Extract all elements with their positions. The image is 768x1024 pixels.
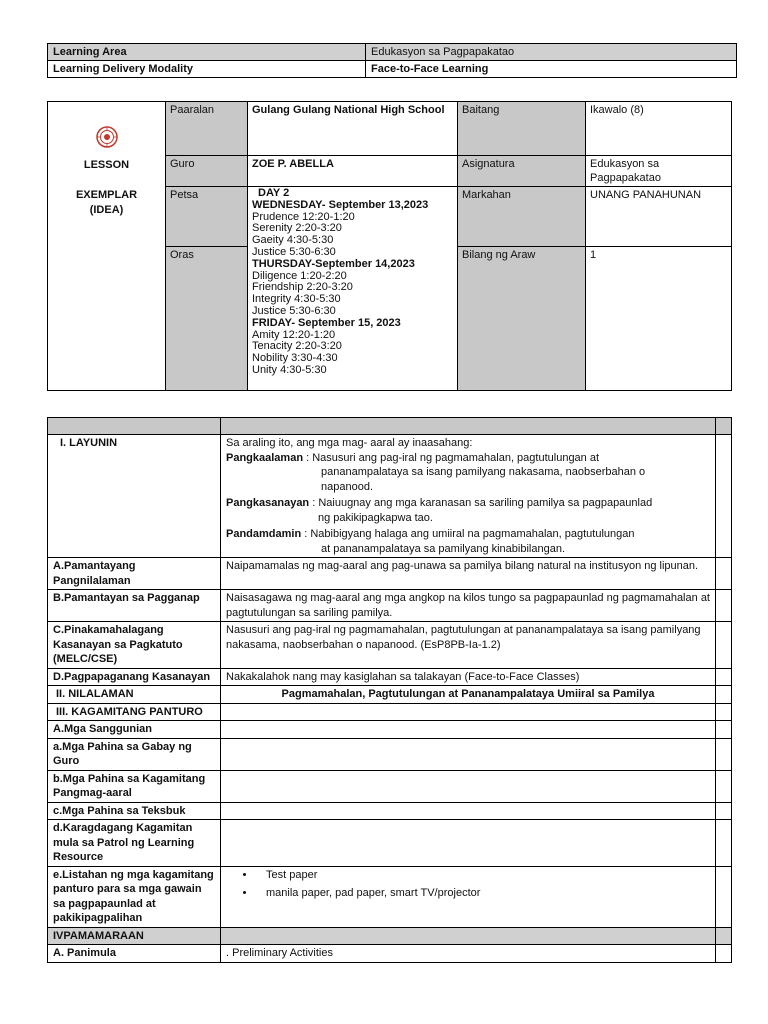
- sanggunian-label: A.Mga Sanggunian: [48, 721, 221, 739]
- schedule-thursday: THURSDAY-September 14,2023: [252, 257, 415, 270]
- pangkaalaman-line1: : Nasusuri ang pag-iral ng pagmamahalan, pagtutulungan at: [303, 451, 600, 464]
- schedule-wednesday: WEDNESDAY- September 13,2023: [252, 198, 429, 211]
- baitang-label: Baitang: [458, 102, 586, 156]
- schedule-cell: [248, 187, 458, 391]
- pagpapaganang-row: [48, 668, 732, 686]
- melc-row: [48, 622, 732, 669]
- pangkasanayan-line1: : Naiuugnay ang mga karanasan sa sariling pamilya sa pagpapaunlad: [309, 497, 653, 509]
- schedule-item: Prudence 12:20-1:20: [252, 210, 355, 223]
- pangkasanayan-line2: ng pakikipagkapwa tao.: [318, 511, 433, 524]
- panimula-value: . Preliminary Activities: [221, 945, 716, 963]
- panimula-row: [48, 945, 732, 963]
- delivery-modality-row: [48, 61, 737, 78]
- paaralan-value: Gulang Gulang National High School: [248, 102, 458, 156]
- karagdagang-label: d.Karagdagang Kagamitan mula sa Patrol ng Learning Resource: [48, 820, 221, 867]
- listahan-row: [48, 866, 732, 927]
- schedule-item: Gaeity 4:30-5:30: [252, 234, 334, 247]
- listahan-label: e.Listahan ng mga kagamitang panturo para sa mga gawain sa pagpapaunlad at pakikipagpalihan: [48, 866, 221, 927]
- schedule-item: Tenacity 2:20-3:20: [252, 340, 342, 353]
- delivery-modality-label: Learning Delivery Modality: [48, 61, 366, 78]
- school-seal-icon: [96, 126, 118, 148]
- nilalaman-label: II. NILALAMAN: [48, 686, 221, 704]
- sanggunian-row: [48, 721, 732, 739]
- list-item: • Test paper: [256, 868, 710, 883]
- markahan-value: UNANG PANAHUNAN: [586, 187, 732, 247]
- pangmag-aaral-label: b.Mga Pahina sa Kagamitang Pangmag-aaral: [48, 770, 221, 802]
- schedule-day: DAY 2: [258, 187, 290, 199]
- header-table: [47, 43, 737, 78]
- schedule-item: Amity 12:20-1:20: [252, 328, 336, 341]
- schedule-item: Justice 5:30-6:30: [252, 245, 336, 258]
- pangmag-aaral-row: [48, 770, 732, 802]
- listahan-content: [221, 866, 716, 927]
- pamantayang-label: A.Pamantayang Pangnilalaman: [48, 558, 221, 590]
- panimula-label: A. Panimula: [48, 945, 221, 963]
- learning-area-label: Learning Area: [48, 44, 366, 61]
- pagpapaganang-label: D.Pagpapaganang Kasanayan: [48, 668, 221, 686]
- pamantayang-row: [48, 558, 732, 590]
- layunin-row: [48, 435, 732, 558]
- pamamaraan-label: IVPAMAMARAAN: [48, 927, 221, 945]
- pangkaalaman-line2: pananampalataya sa isang pamilyang nakasama, naobserbahan o: [321, 466, 646, 478]
- bilang-value: 1: [586, 247, 732, 391]
- gabay-guro-label: a.Mga Pahina sa Gabay ng Guro: [48, 738, 221, 770]
- schedule-item: Integrity 4:30-5:30: [252, 293, 341, 306]
- lesson-exemplar-cell: [48, 102, 166, 391]
- lesson-label: LESSON: [83, 159, 130, 171]
- table-header-row: [48, 418, 732, 435]
- pangkasanayan-label: Pangkasanayan: [226, 497, 310, 509]
- pandamdamin-line1: : Nabibigyang halaga ang umiiral na pagmamahalan, pagtutulungan: [301, 528, 635, 540]
- melc-value: Nasusuri ang pag-iral ng pagmamahalan, pagtutulungan at pananampalataya sa isang pamilyang nakasama, naobserbahan o napanood. (EsP8PB-Ia-1.2): [221, 622, 716, 669]
- learning-area-value: Edukasyon sa Pagpapakatao: [366, 44, 737, 61]
- pagpapaganang-value: Nakakalahok nang may kasiglahan sa talakayan (Face-to-Face Classes): [221, 668, 716, 686]
- pagganap-row: [48, 590, 732, 622]
- pamantayang-value: Naipamamalas ng mag-aaral ang pag-unawa sa pamilya bilang natural na institusyon ng lipunan.: [221, 558, 716, 590]
- schedule-item: Unity 4:30-5:30: [252, 363, 327, 376]
- nilalaman-row: [48, 686, 732, 704]
- pangkaalaman-label: Pangkaalaman: [226, 451, 304, 464]
- guro-label: Guro: [166, 156, 248, 187]
- schedule-item: Justice 5:30-6:30: [252, 304, 336, 317]
- teksbuk-label: c.Mga Pahina sa Teksbuk: [48, 802, 221, 820]
- pandamdamin-line2: at pananampalataya sa pamilyang kinabibilangan.: [321, 542, 566, 555]
- markahan-label: Markahan: [458, 187, 586, 247]
- idea-label: (IDEA): [89, 204, 124, 216]
- asignatura-value: Edukasyon sa Pagpapakatao: [586, 156, 732, 187]
- melc-label: C.Pinakamahalagang Kasanayan sa Pagkatuto (MELC/CSE): [48, 622, 221, 669]
- asignatura-label: Asignatura: [458, 156, 586, 187]
- layunin-intro: Sa araling ito, ang mga mag- aaral ay inaasahang:: [226, 437, 473, 449]
- kagamitang-row: [48, 703, 732, 721]
- schedule-item: Diligence 1:20-2:20: [252, 269, 347, 282]
- learning-area-row: [48, 44, 737, 61]
- schedule-item: Serenity 2:20-3:20: [252, 222, 342, 235]
- nilalaman-value: Pagmamahalan, Pagtutulungan at Pananampalataya Umiiral sa Pamilya: [221, 686, 716, 704]
- list-item: • manila paper, pad paper, smart TV/projector: [256, 886, 710, 901]
- bilang-label: Bilang ng Araw: [458, 247, 586, 391]
- pamamaraan-row: [48, 927, 732, 945]
- pangkaalaman-line3: napanood.: [321, 480, 373, 493]
- paaralan-label: Paaralan: [166, 102, 248, 156]
- lesson-info-table: [47, 101, 732, 391]
- guro-value: ZOE P. ABELLA: [248, 156, 458, 187]
- pagganap-label: B.Pamantayan sa Pagganap: [48, 590, 221, 622]
- layunin-content: [221, 435, 716, 558]
- baitang-value: Ikawalo (8): [586, 102, 732, 156]
- delivery-modality-value: Face-to-Face Learning: [366, 61, 737, 78]
- pandamdamin-label: Pandamdamin: [226, 528, 302, 540]
- kagamitang-label: III. KAGAMITANG PANTURO: [48, 703, 221, 721]
- schedule-item: Friendship 2:20-3:20: [252, 281, 353, 294]
- lesson-plan-table: [47, 417, 732, 963]
- layunin-label: I. LAYUNIN: [48, 435, 221, 558]
- karagdagang-row: [48, 820, 732, 867]
- oras-label: Oras: [166, 247, 248, 391]
- teksbuk-row: [48, 802, 732, 820]
- materials-list: [226, 868, 710, 901]
- schedule-friday: FRIDAY- September 15, 2023: [252, 316, 401, 329]
- gabay-guro-row: [48, 738, 732, 770]
- exemplar-label: EXEMPLAR: [75, 189, 138, 201]
- petsa-label: Petsa: [166, 187, 248, 247]
- pagganap-value: Naisasagawa ng mag-aaral ang mga angkop na kilos tungo sa pagpapaunlad ng pagmamahalan at pagtutulungan sa sariling pamilya.: [221, 590, 716, 622]
- schedule-item: Nobility 3:30-4:30: [252, 352, 338, 365]
